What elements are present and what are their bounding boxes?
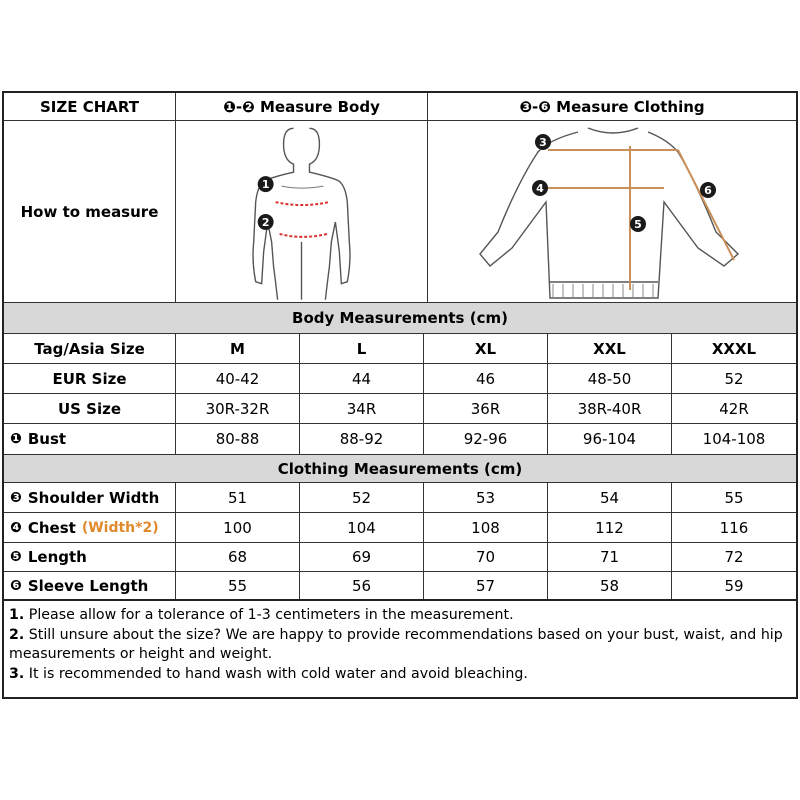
svg-text:6: 6 — [704, 183, 712, 197]
value-cell: 88-92 — [300, 424, 424, 454]
bust-line — [276, 202, 330, 205]
shoulder-width-label: Shoulder Width — [27, 488, 160, 507]
note-item — [9, 665, 791, 685]
note-text: Still unsure about the size? We are happy to provide recommendations based on your bust, waist, and hip measurements or height and weight. — [9, 626, 783, 662]
body-outline-illustration — [176, 122, 427, 302]
value-cell: 71 — [548, 543, 672, 571]
value-cell: 55 — [176, 572, 300, 599]
row-label: Tag/Asia Size — [4, 334, 176, 363]
value-cell: 36R — [424, 394, 548, 423]
note-item — [9, 606, 791, 626]
value-cell: 40-42 — [176, 364, 300, 393]
marker-1-icon — [258, 176, 274, 192]
marker-3-icon — [535, 134, 551, 150]
body-section-header — [4, 303, 796, 334]
marker-5-icon: ❺ — [10, 549, 22, 565]
size-chart-title: SIZE CHART — [4, 93, 176, 120]
clothing-section-title: Clothing Measurements (cm) — [277, 459, 523, 478]
row-label: US Size — [4, 394, 176, 423]
value-cell: 112 — [548, 513, 672, 542]
marker-5-icon — [630, 216, 646, 232]
svg-text:4: 4 — [536, 181, 544, 195]
value-cell: 57 — [424, 572, 548, 599]
table-row — [4, 424, 796, 455]
table-row — [4, 483, 796, 513]
figure-row — [4, 121, 796, 303]
bust-label: Bust — [27, 430, 67, 448]
size-cell: L — [300, 334, 424, 363]
row-label: EUR Size — [4, 364, 176, 393]
value-cell: 108 — [424, 513, 548, 542]
value-cell: 34R — [300, 394, 424, 423]
note-text: It is recommended to hand wash with cold water and avoid bleaching. — [28, 665, 528, 682]
row-label — [4, 513, 176, 542]
how-to-measure-label: How to measure — [4, 121, 176, 302]
value-cell: 70 — [424, 543, 548, 571]
note-number: 3. — [9, 665, 25, 682]
row-label — [4, 424, 176, 454]
row-label — [4, 483, 176, 512]
value-cell: 54 — [548, 483, 672, 512]
marker-1-icon: ❶ — [10, 431, 22, 447]
note-number: 2. — [9, 626, 25, 643]
size-cell: M — [176, 334, 300, 363]
header-row — [4, 93, 796, 121]
waist-line — [280, 233, 328, 236]
row-label — [4, 572, 176, 599]
size-cell: XXXL — [711, 339, 757, 358]
value-cell: 58 — [548, 572, 672, 599]
value-cell: 42R — [719, 399, 749, 418]
value-cell: 59 — [724, 576, 744, 595]
body-section-title: Body Measurements (cm) — [292, 309, 508, 327]
value-cell: 55 — [724, 488, 744, 507]
value-cell: 51 — [176, 483, 300, 512]
value-cell: 104 — [300, 513, 424, 542]
length-label: Length — [27, 548, 87, 566]
value-cell: 52 — [724, 369, 744, 388]
chest-width-note: (Width*2) — [81, 519, 159, 536]
table-row — [4, 572, 796, 601]
value-cell: 48-50 — [548, 364, 672, 393]
marker-4-icon — [532, 180, 548, 196]
sleeve-line — [678, 150, 734, 260]
size-cell: XL — [424, 334, 548, 363]
value-cell: 56 — [300, 572, 424, 599]
sweatshirt-illustration — [428, 122, 796, 302]
value-cell: 46 — [424, 364, 548, 393]
value-cell: 100 — [176, 513, 300, 542]
chest-label: Chest — [27, 518, 76, 537]
value-cell: 104-108 — [702, 430, 766, 448]
clothing-section-header — [4, 455, 796, 483]
value-cell: 80-88 — [176, 424, 300, 454]
note-text: Please allow for a tolerance of 1-3 centimeters in the measurement. — [28, 607, 514, 623]
value-cell: 30R-32R — [176, 394, 300, 423]
value-cell: 72 — [724, 548, 744, 566]
table-row — [4, 364, 796, 394]
value-cell: 52 — [300, 483, 424, 512]
marker-4-icon: ❹ — [10, 519, 22, 536]
svg-text:2: 2 — [261, 215, 270, 229]
value-cell: 116 — [719, 518, 749, 537]
clothing-figure — [428, 121, 796, 302]
sleeve-length-label: Sleeve Length — [27, 576, 149, 595]
svg-text:3: 3 — [539, 135, 547, 149]
size-chart-table — [2, 91, 798, 699]
note-item — [9, 626, 791, 665]
svg-text:5: 5 — [634, 217, 642, 231]
row-label — [4, 543, 176, 571]
value-cell: 44 — [300, 364, 424, 393]
table-row — [4, 394, 796, 424]
svg-text:1: 1 — [261, 177, 270, 191]
value-cell: 38R-40R — [548, 394, 672, 423]
measure-body-heading: ❶-❷ Measure Body — [176, 93, 428, 120]
value-cell: 53 — [424, 483, 548, 512]
size-cell: XXL — [548, 334, 672, 363]
measure-clothing-heading: ❸-❻ Measure Clothing — [519, 97, 705, 116]
table-row — [4, 513, 796, 543]
marker-6-icon: ❻ — [10, 577, 22, 594]
table-row — [4, 543, 796, 572]
marker-6-icon — [700, 182, 716, 198]
value-cell: 68 — [176, 543, 300, 571]
marker-3-icon: ❸ — [10, 489, 22, 506]
table-row — [4, 334, 796, 364]
notes-block — [4, 601, 796, 697]
value-cell: 69 — [300, 543, 424, 571]
body-figure — [176, 121, 428, 302]
marker-2-icon — [258, 213, 274, 229]
value-cell: 96-104 — [548, 424, 672, 454]
value-cell: 92-96 — [424, 424, 548, 454]
note-number: 1. — [9, 607, 25, 623]
